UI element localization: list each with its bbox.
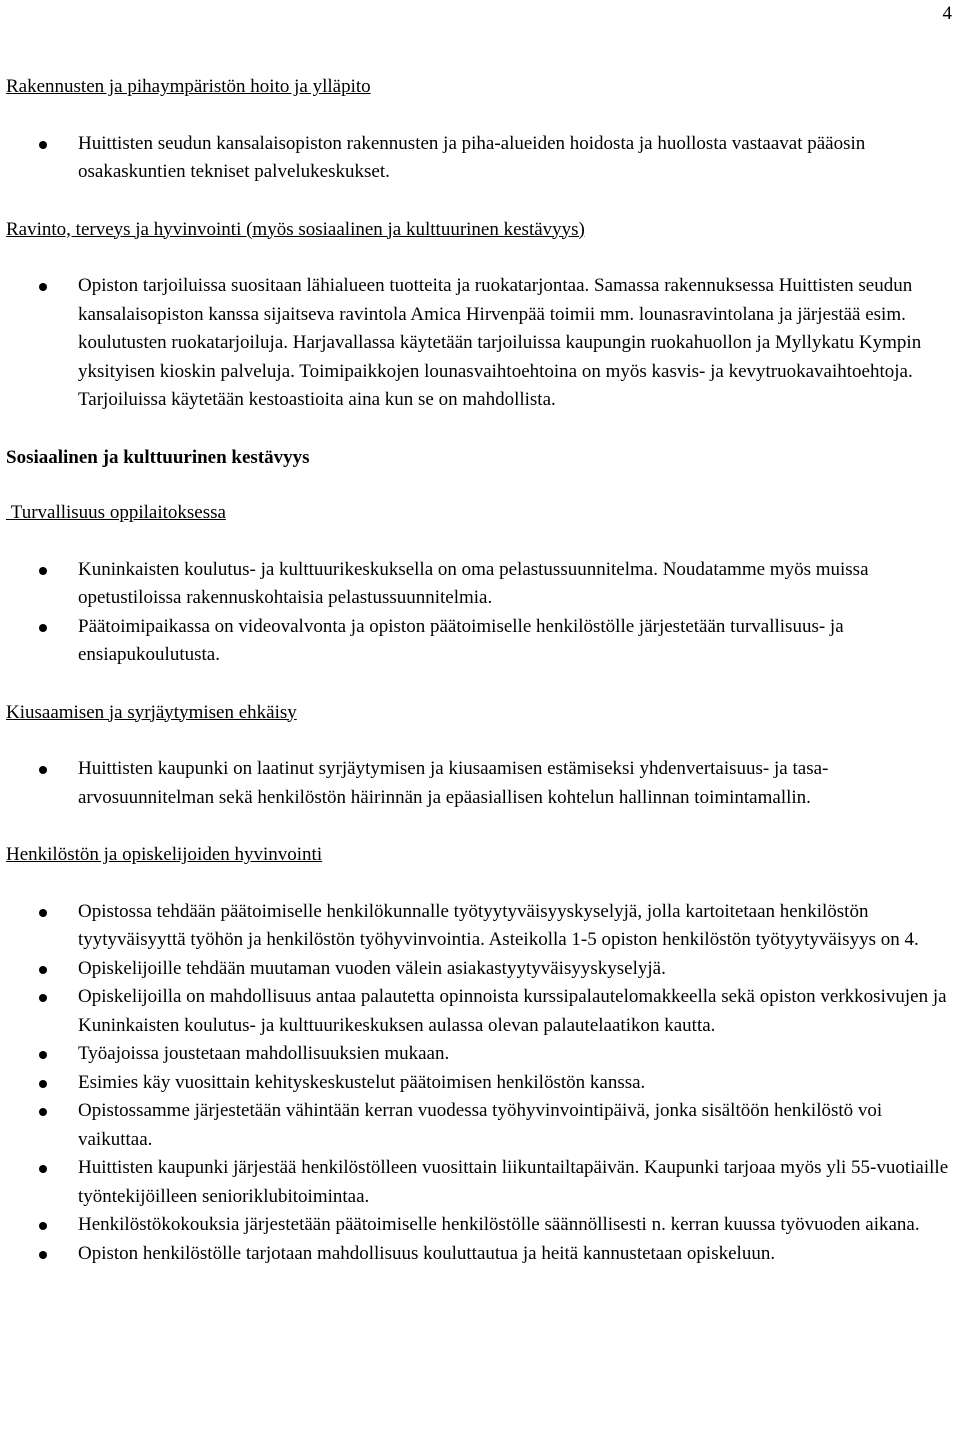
list-item: Kuninkaisten koulutus- ja kulttuurikeskuksella on oma pelastussuunnitelma. Noudatamme myös muissa opetustiloissa rakennuskohtaisia pelastussuunnitelmia.: [6, 556, 956, 613]
bullet-icon: [39, 1051, 47, 1059]
list-item: Huittisten kaupunki on laatinut syrjäytymisen ja kiusaamisen estämiseksi yhdenvertaisuus- ja tasa-arvosuunnitelman sekä henkilöstön häirinnän ja epäasiallisen kohtelun hallinnan toimintamallin.: [6, 755, 956, 812]
document-body: [6, 73, 956, 1268]
list-item: Opiskelijoilla on mahdollisuus antaa palautetta opinnoista kurssipalautelomakkeella sekä opiston verkkosivujen ja Kuninkaisten koulutus- ja kulttuurikeskuksen aulassa olevan palautelaatikon kautta.: [6, 983, 956, 1040]
list-item: Esimies käy vuosittain kehityskeskustelut päätoimisen henkilöstön kanssa.: [6, 1069, 956, 1098]
list-item: Opiston henkilöstölle tarjotaan mahdollisuus kouluttautua ja heitä kannustetaan opiskeluun.: [6, 1240, 956, 1269]
bullet-icon: [39, 766, 47, 774]
list-item: Huittisten kaupunki järjestää henkilöstölleen vuosittain liikuntailtapäivän. Kaupunki tarjoaa myös yli 55-vuotiaille työntekijöilleen senioriklubitoimintaa.: [6, 1154, 956, 1211]
list-item: Opistossamme järjestetään vähintään kerran vuodessa työhyvinvointipäivä, jonka sisältöön henkilöstö voi vaikuttaa.: [6, 1097, 956, 1154]
list-item: Opiston tarjoiluissa suositaan lähialueen tuotteita ja ruokatarjontaa. Samassa rakennuksessa Huittisten seudun kansalaisopiston kanssa sijaitseva ravintola Amica Hirvenpää toimii mm. lounasravintolana ja järjestää esim. koulutusten ruokatarjoiluja. Harjavallassa käytetään tarjoiluissa kaupungin ruokahuollon ja Myllykatu Kympin yksityisen kioskin palveluja. Toimipaikkojen lounasvaihtoehtoina on myös kasvis- ja kevytruokavaihtoehtoja. Tarjoiluissa käytetään kestoastioita aina kun se on mahdollista.: [6, 272, 956, 415]
bullet-icon: [39, 1165, 47, 1173]
section-heading-safety: Turvallisuus oppilaitoksessa: [10, 502, 226, 523]
bullet-icon: [39, 283, 47, 291]
list-item: Opistossa tehdään päätoimiselle henkilökunnalle työtyytyväisyyskyselyjä, jolla kartoitetaan henkilöstön tyytyväisyyttä työhön ja henkilöstön työhyvinvointia. Asteikolla 1-5 opiston henkilöstön työtyytyväisyys on 4.: [6, 898, 956, 955]
bullet-icon: [39, 994, 47, 1002]
list-item: Päätoimipaikassa on videovalvonta ja opiston päätoimiselle henkilöstölle järjestetään turvallisuus- ja ensiapukoulutusta.: [6, 613, 956, 670]
section-heading-wellbeing: Henkilöstön ja opiskelijoiden hyvinvointi: [6, 844, 323, 865]
section-heading-bullying-prevention: Kiusaamisen ja syrjäytymisen ehkäisy: [6, 701, 297, 723]
bullet-icon: [39, 624, 47, 632]
bullet-list-bullying-prevention: [6, 755, 956, 812]
bullet-icon: [39, 1108, 47, 1116]
list-item: Työajoissa joustetaan mahdollisuuksien mukaan.: [6, 1040, 956, 1069]
bullet-list-maintenance: [6, 130, 956, 187]
list-item: Huittisten seudun kansalaisopiston rakennusten ja piha-alueiden hoidosta ja huollosta vastaavat pääosin osakaskuntien tekniset palvelukeskukset.: [6, 130, 956, 187]
page-number: 4: [942, 3, 952, 24]
bullet-icon: [39, 1222, 47, 1230]
bullet-icon: [39, 1251, 47, 1259]
section-heading-nutrition: Ravinto, terveys ja hyvinvointi (myös sosiaalinen ja kulttuurinen kestävyys): [6, 218, 585, 240]
bullet-list-wellbeing: [6, 898, 956, 1269]
section-heading-social-sustainability: Sosiaalinen ja kulttuurinen kestävyys: [6, 446, 310, 468]
bullet-icon: [39, 567, 47, 575]
bullet-icon: [39, 1080, 47, 1088]
bullet-list-safety: [6, 556, 956, 670]
bullet-list-nutrition: [6, 272, 956, 415]
bullet-icon: [39, 909, 47, 917]
list-item: Opiskelijoille tehdään muutaman vuoden välein asiakastyytyväisyyskyselyjä.: [6, 955, 956, 984]
list-item: Henkilöstökokouksia järjestetään päätoimiselle henkilöstölle säännöllisesti n. kerran kuussa työvuoden aikana.: [6, 1211, 956, 1240]
bullet-icon: [39, 966, 47, 974]
bullet-icon: [39, 141, 47, 149]
section-heading-maintenance: Rakennusten ja pihaympäristön hoito ja ylläpito: [6, 76, 371, 97]
